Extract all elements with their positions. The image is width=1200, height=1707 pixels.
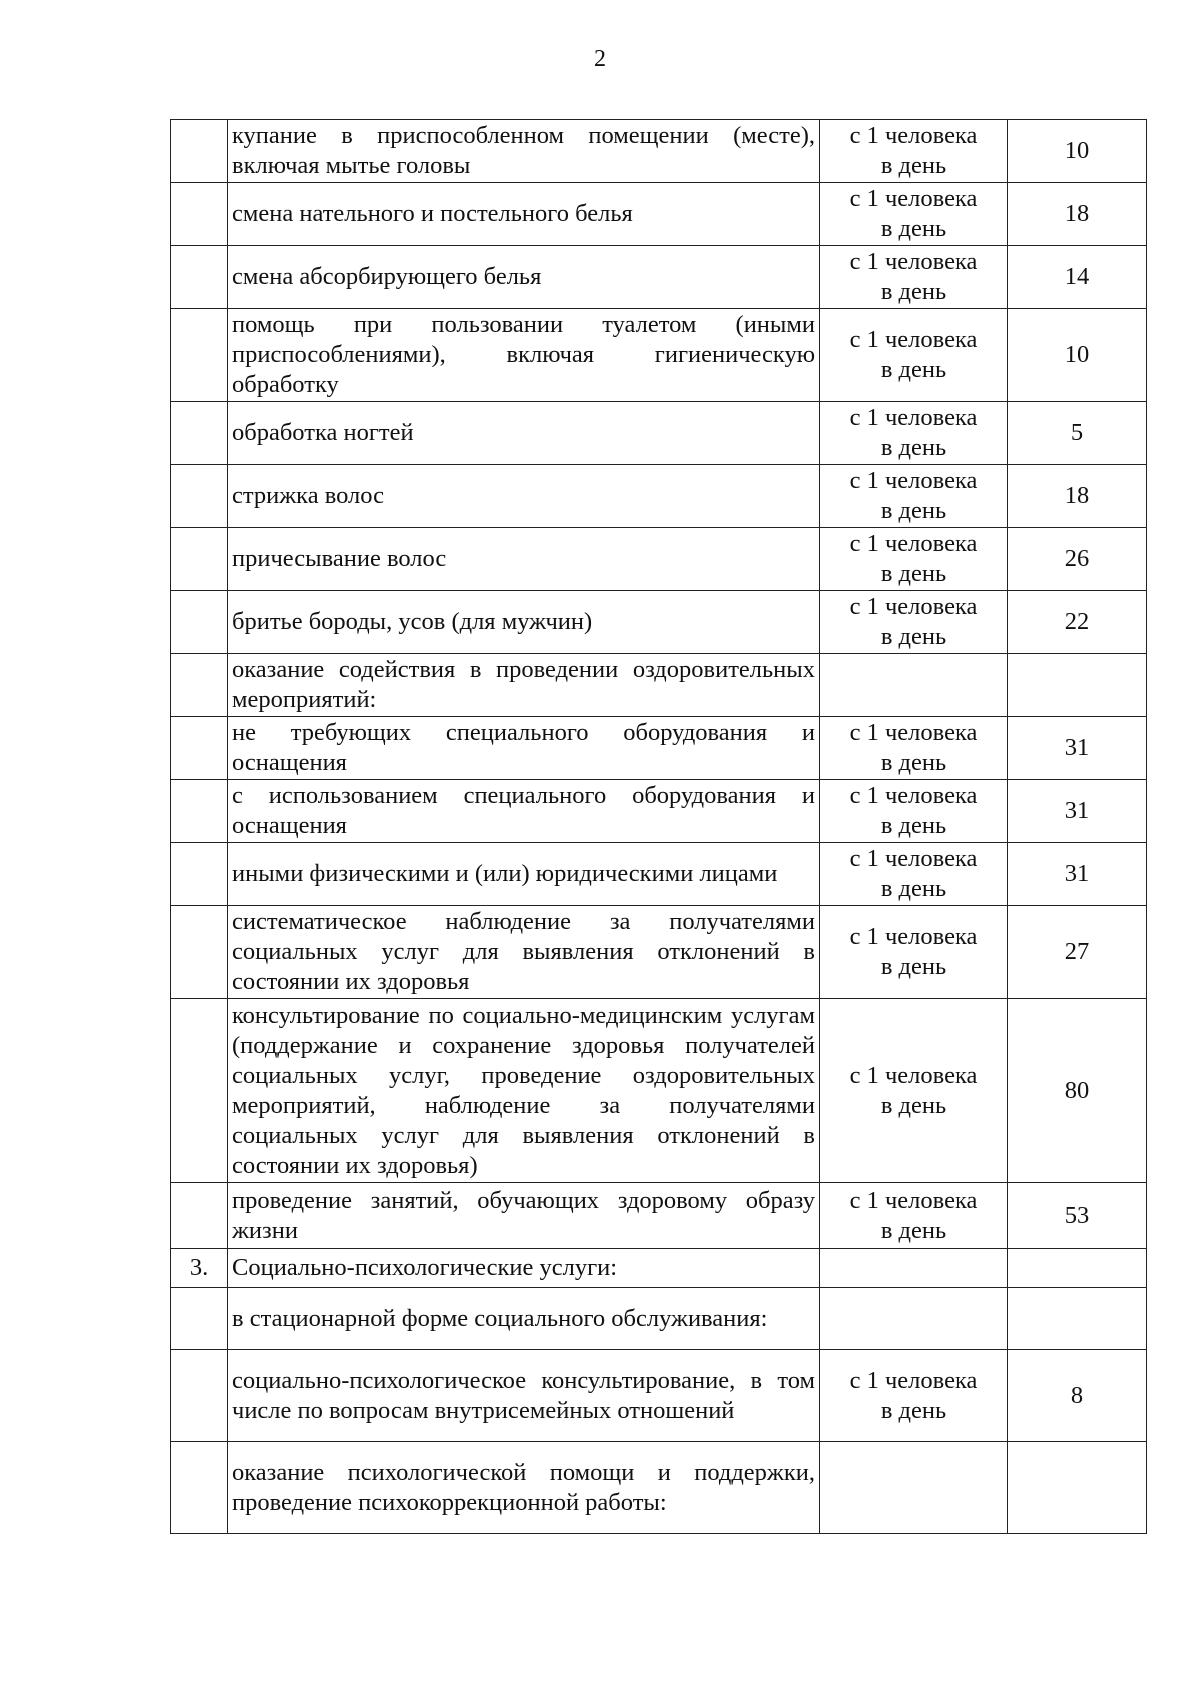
- norm-value-cell: 31: [1008, 843, 1147, 906]
- norm-value-cell: 53: [1008, 1183, 1147, 1249]
- service-norms-table: [170, 119, 1147, 1534]
- unit-line: с 1 человека: [849, 122, 978, 149]
- unit-cell: [820, 528, 1008, 591]
- table-row: [171, 999, 1147, 1183]
- row-number-cell: [171, 183, 228, 246]
- row-number-cell: [171, 465, 228, 528]
- table-row: [171, 183, 1147, 246]
- norm-value-cell: 31: [1008, 780, 1147, 843]
- table-row: [171, 1249, 1147, 1288]
- service-description-cell: смена абсорбирующего белья: [228, 246, 820, 309]
- table-row: [171, 465, 1147, 528]
- unit-cell: [820, 246, 1008, 309]
- norm-value-cell: 31: [1008, 717, 1147, 780]
- norm-value-cell: 18: [1008, 465, 1147, 528]
- unit-cell: [820, 1183, 1008, 1249]
- table-row: [171, 528, 1147, 591]
- table-row: [171, 1350, 1147, 1442]
- row-number-cell: [171, 528, 228, 591]
- unit-cell: [820, 1442, 1008, 1534]
- row-number-cell: [171, 717, 228, 780]
- unit-line: с 1 человека: [849, 1186, 978, 1214]
- unit-line: в день: [880, 749, 947, 776]
- unit-line: с 1 человека: [849, 185, 978, 212]
- table-row: [171, 246, 1147, 309]
- unit-cell: [820, 465, 1008, 528]
- table-body: [171, 120, 1147, 1534]
- service-description-cell: с использованием специального оборудования и оснащения: [228, 780, 820, 843]
- row-number-cell: [171, 843, 228, 906]
- row-number-cell: [171, 780, 228, 843]
- norm-value-cell: 10: [1008, 120, 1147, 183]
- unit-line: в день: [880, 1396, 947, 1424]
- service-description-cell: оказание психологической помощи и поддержки, проведение психокоррекционной работы:: [228, 1442, 820, 1534]
- unit-line: в день: [880, 1216, 947, 1244]
- service-description-cell: Социально-психологические услуги:: [228, 1249, 820, 1288]
- norm-value-cell: 14: [1008, 246, 1147, 309]
- norm-value-cell: 8: [1008, 1350, 1147, 1442]
- norm-value-cell: 5: [1008, 402, 1147, 465]
- table-row: [171, 843, 1147, 906]
- row-number-cell: [171, 1442, 228, 1534]
- unit-line: с 1 человека: [849, 530, 978, 557]
- unit-line: в день: [880, 623, 947, 650]
- row-number-cell: [171, 1288, 228, 1350]
- service-description-cell: в стационарной форме социального обслуживания:: [228, 1288, 820, 1350]
- table-row: [171, 654, 1147, 717]
- unit-line: с 1 человека: [849, 845, 978, 872]
- service-description-cell: бритье бороды, усов (для мужчин): [228, 591, 820, 654]
- row-number-cell: [171, 120, 228, 183]
- unit-cell: [820, 717, 1008, 780]
- unit-line: в день: [880, 356, 947, 383]
- unit-line: в день: [880, 215, 947, 242]
- unit-line: в день: [880, 434, 947, 461]
- row-number-cell: [171, 654, 228, 717]
- unit-line: в день: [880, 560, 947, 587]
- unit-cell: [820, 906, 1008, 999]
- row-number-cell: [171, 906, 228, 999]
- unit-line: в день: [880, 1091, 947, 1119]
- unit-line: с 1 человека: [849, 467, 978, 494]
- norm-value-cell: 80: [1008, 999, 1147, 1183]
- table-row: [171, 591, 1147, 654]
- service-description-cell: оказание содействия в проведении оздоровительных мероприятий:: [228, 654, 820, 717]
- table-row: [171, 1183, 1147, 1249]
- unit-line: с 1 человека: [849, 1366, 978, 1394]
- table-row: [171, 120, 1147, 183]
- table-row: [171, 1288, 1147, 1350]
- unit-line: в день: [880, 953, 947, 980]
- unit-cell: [820, 183, 1008, 246]
- unit-line: в день: [880, 152, 947, 179]
- unit-cell: [820, 780, 1008, 843]
- row-number-cell: [171, 309, 228, 402]
- unit-cell: [820, 1288, 1008, 1350]
- unit-cell: [820, 591, 1008, 654]
- norm-value-cell: 22: [1008, 591, 1147, 654]
- unit-line: с 1 человека: [849, 923, 978, 950]
- row-number-cell: [171, 591, 228, 654]
- service-description-cell: систематическое наблюдение за получателями социальных услуг для выявления отклонений в состоянии их здоровья: [228, 906, 820, 999]
- norm-value-cell: [1008, 1288, 1147, 1350]
- service-description-cell: проведение занятий, обучающих здоровому образу жизни: [228, 1183, 820, 1249]
- table-row: [171, 717, 1147, 780]
- row-number-cell: [171, 402, 228, 465]
- unit-line: с 1 человека: [849, 404, 978, 431]
- norm-value-cell: [1008, 1249, 1147, 1288]
- row-number-cell: 3.: [171, 1249, 228, 1288]
- norm-value-cell: 10: [1008, 309, 1147, 402]
- norm-value-cell: [1008, 1442, 1147, 1534]
- service-description-cell: иными физическими и (или) юридическими лицами: [228, 843, 820, 906]
- unit-line: в день: [880, 875, 947, 902]
- norm-value-cell: 18: [1008, 183, 1147, 246]
- service-description-cell: социально-психологическое консультирование, в том числе по вопросам внутрисемейных отношений: [228, 1350, 820, 1442]
- unit-line: с 1 человека: [849, 719, 978, 746]
- service-description-cell: помощь при пользовании туалетом (иными приспособлениями), включая гигиеническую обработку: [228, 309, 820, 402]
- table-row: [171, 906, 1147, 999]
- unit-line: с 1 человека: [849, 248, 978, 275]
- unit-cell: [820, 1350, 1008, 1442]
- unit-cell: [820, 654, 1008, 717]
- unit-cell: [820, 120, 1008, 183]
- norm-value-cell: [1008, 654, 1147, 717]
- table-row: [171, 309, 1147, 402]
- row-number-cell: [171, 999, 228, 1183]
- table-row: [171, 1442, 1147, 1534]
- unit-line: в день: [880, 812, 947, 839]
- norm-value-cell: 27: [1008, 906, 1147, 999]
- norm-value-cell: 26: [1008, 528, 1147, 591]
- unit-cell: [820, 843, 1008, 906]
- service-description-cell: причесывание волос: [228, 528, 820, 591]
- unit-line: в день: [880, 497, 947, 524]
- service-description-cell: не требующих специального оборудования и оснащения: [228, 717, 820, 780]
- row-number-cell: [171, 1183, 228, 1249]
- service-description-cell: обработка ногтей: [228, 402, 820, 465]
- row-number-cell: [171, 1350, 228, 1442]
- unit-cell: [820, 1249, 1008, 1288]
- service-description-cell: купание в приспособленном помещении (месте), включая мытье головы: [228, 120, 820, 183]
- page-number: 2: [594, 46, 606, 72]
- unit-line: с 1 человека: [849, 326, 978, 353]
- row-number-cell: [171, 246, 228, 309]
- service-description-cell: консультирование по социально-медицинским услугам (поддержание и сохранение здоровья получателей социальных услуг, проведение оздоровительных мероприятий, наблюдение за получателями социальных услуг для выявления отклонений в состоянии их здоровья): [228, 999, 820, 1183]
- unit-cell: [820, 309, 1008, 402]
- service-description-cell: смена нательного и постельного белья: [228, 183, 820, 246]
- unit-cell: [820, 402, 1008, 465]
- service-description-cell: стрижка волос: [228, 465, 820, 528]
- unit-line: в день: [880, 278, 947, 305]
- unit-line: с 1 человека: [849, 1061, 978, 1089]
- table-row: [171, 402, 1147, 465]
- unit-cell: [820, 999, 1008, 1183]
- table-row: [171, 780, 1147, 843]
- unit-line: с 1 человека: [849, 593, 978, 620]
- unit-line: с 1 человека: [849, 782, 978, 809]
